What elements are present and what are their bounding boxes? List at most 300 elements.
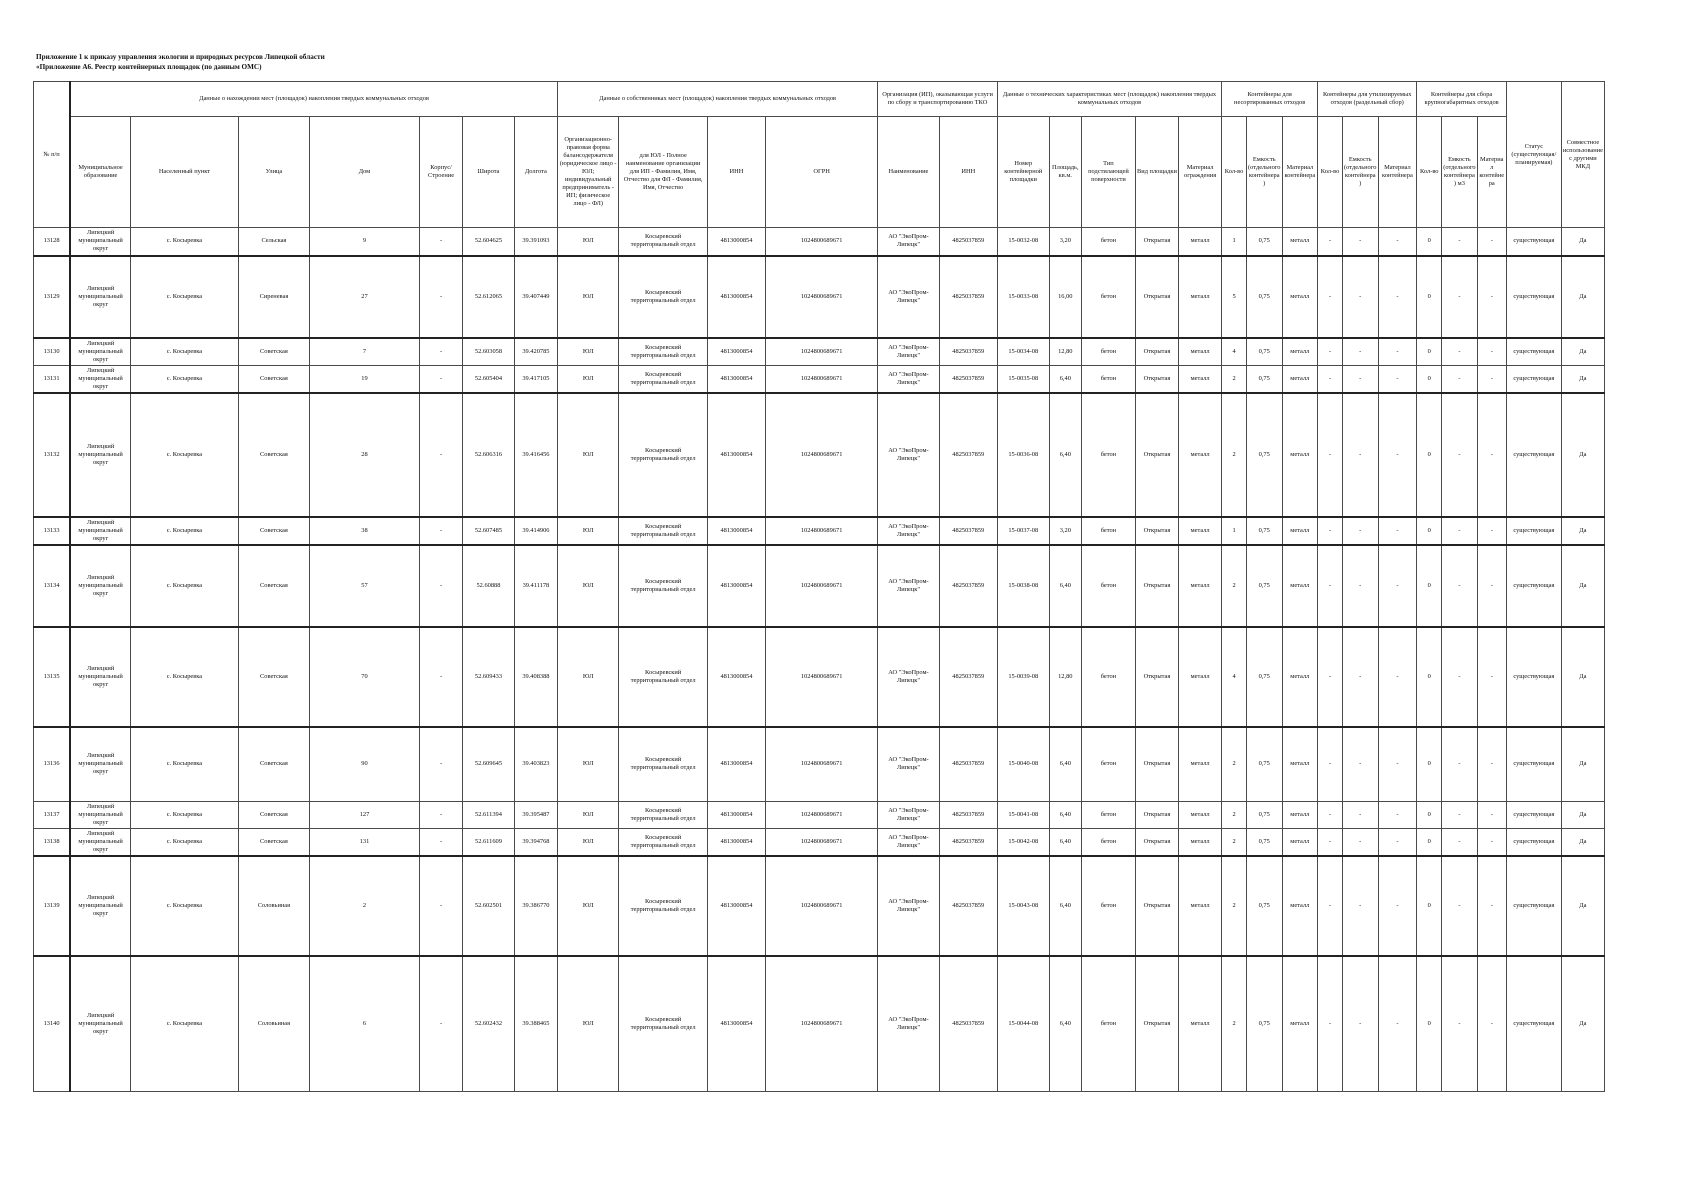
table-cell: -	[1342, 856, 1378, 956]
table-cell: с. Косыревка	[131, 365, 239, 393]
table-cell: -	[419, 545, 462, 627]
table-cell: 15-0036-08	[997, 393, 1049, 517]
column-header: Емкость (отдельного контейнера)	[1246, 117, 1282, 228]
table-cell: -	[1378, 727, 1417, 801]
table-cell: металл	[1282, 338, 1318, 366]
table-cell: 39.408388	[514, 627, 557, 727]
table-cell: 6,40	[1049, 828, 1081, 856]
table-cell: -	[419, 801, 462, 828]
column-header: Корпус/Строение	[419, 117, 462, 228]
table-cell: 39.411178	[514, 545, 557, 627]
table-cell: -	[1477, 517, 1506, 545]
table-cell: 3,20	[1049, 517, 1081, 545]
table-cell: 15-0037-08	[997, 517, 1049, 545]
table-row	[34, 828, 1605, 856]
table-row	[34, 956, 1605, 1092]
table-cell: -	[419, 256, 462, 338]
table-cell: бетон	[1081, 393, 1135, 517]
column-header: Материал контейнера	[1282, 117, 1318, 228]
table-cell: Открытая	[1135, 856, 1178, 956]
table-cell: металл	[1179, 393, 1222, 517]
table-cell: 0,75	[1246, 393, 1282, 517]
table-cell: существующая	[1506, 627, 1561, 727]
table-cell: существующая	[1506, 517, 1561, 545]
table-cell: Открытая	[1135, 517, 1178, 545]
column-header: ОГРН	[766, 117, 878, 228]
table-cell: 19	[310, 365, 420, 393]
column-header: Дом	[310, 117, 420, 228]
table-cell: -	[1378, 627, 1417, 727]
column-header: Кол-во	[1318, 117, 1343, 228]
table-cell: 0,75	[1246, 828, 1282, 856]
table-cell: -	[419, 828, 462, 856]
table-cell: бетон	[1081, 828, 1135, 856]
table-cell: 1024800689671	[766, 393, 878, 517]
table-cell: 4813000854	[707, 828, 765, 856]
table-cell: 2	[310, 856, 420, 956]
table-cell: 39.414906	[514, 517, 557, 545]
table-cell: 39.417105	[514, 365, 557, 393]
table-row	[34, 545, 1605, 627]
group-header-location: Данные о нахождении мест (площадок) накопления твердых коммунальных отходов	[70, 82, 557, 117]
table-cell: 4813000854	[707, 256, 765, 338]
table-cell: АО "ЭкоПром-Липецк"	[878, 727, 939, 801]
table-cell: 1024800689671	[766, 727, 878, 801]
table-cell: 2	[1222, 365, 1247, 393]
table-cell: Советская	[238, 365, 309, 393]
table-cell: 12,80	[1049, 627, 1081, 727]
table-cell: Да	[1561, 256, 1604, 338]
row-number-cell: 13136	[34, 727, 71, 801]
table-cell: 0	[1417, 727, 1442, 801]
table-cell: Да	[1561, 627, 1604, 727]
table-cell: 7	[310, 338, 420, 366]
table-cell: 4825037859	[939, 856, 997, 956]
table-cell: существующая	[1506, 828, 1561, 856]
table-cell: 0,75	[1246, 256, 1282, 338]
table-cell: 4813000854	[707, 228, 765, 256]
table-cell: с. Косыревка	[131, 828, 239, 856]
table-cell: 3,20	[1049, 228, 1081, 256]
table-cell: 4813000854	[707, 545, 765, 627]
column-header-row	[34, 117, 1605, 228]
table-cell: 0	[1417, 256, 1442, 338]
table-cell: -	[419, 365, 462, 393]
header-line-2: «Приложение А6. Реестр контейнерных площадок (по данным ОМС)	[36, 63, 262, 71]
table-cell: Липецкий муниципальный округ	[70, 627, 130, 727]
column-header: Улица	[238, 117, 309, 228]
table-cell: 4813000854	[707, 956, 765, 1092]
table-cell: 6	[310, 956, 420, 1092]
table-cell: 4813000854	[707, 856, 765, 956]
table-row	[34, 856, 1605, 956]
table-cell: существующая	[1506, 365, 1561, 393]
table-cell: Косыревский территориальный отдел	[619, 365, 707, 393]
table-cell: Косыревский территориальный отдел	[619, 517, 707, 545]
table-cell: 0	[1417, 856, 1442, 956]
table-cell: металл	[1282, 727, 1318, 801]
table-cell: 2	[1222, 856, 1247, 956]
table-cell: существующая	[1506, 256, 1561, 338]
table-cell: металл	[1179, 256, 1222, 338]
table-cell: -	[1318, 365, 1343, 393]
table-cell: Да	[1561, 801, 1604, 828]
table-cell: металл	[1179, 517, 1222, 545]
table-cell: 15-0032-08	[997, 228, 1049, 256]
table-cell: 0,75	[1246, 517, 1282, 545]
column-header: Кол-во	[1222, 117, 1247, 228]
table-cell: Косыревский территориальный отдел	[619, 828, 707, 856]
table-cell: с. Косыревка	[131, 727, 239, 801]
table-cell: 15-0034-08	[997, 338, 1049, 366]
table-cell: бетон	[1081, 727, 1135, 801]
table-cell: -	[1318, 228, 1343, 256]
column-header: Тип подстилающей поверхности	[1081, 117, 1135, 228]
table-cell: 4	[1222, 627, 1247, 727]
table-cell: Сельская	[238, 228, 309, 256]
table-cell: Сиреневая	[238, 256, 309, 338]
table-cell: АО "ЭкоПром-Липецк"	[878, 856, 939, 956]
table-cell: 15-0040-08	[997, 727, 1049, 801]
table-cell: -	[1477, 545, 1506, 627]
column-header: Населенный пункт	[131, 117, 239, 228]
table-cell: металл	[1282, 545, 1318, 627]
table-cell: -	[419, 856, 462, 956]
table-cell: Советская	[238, 627, 309, 727]
table-cell: -	[1342, 801, 1378, 828]
table-cell: 0	[1417, 393, 1442, 517]
table-cell: 0	[1417, 228, 1442, 256]
table-cell: -	[1342, 956, 1378, 1092]
table-cell: -	[1318, 727, 1343, 801]
group-header-recyclable-containers: Контейнеры для утилизируемых отходов (раздельный сбор)	[1318, 82, 1417, 117]
group-header-unsorted-containers: Контейнеры для несортированных отходов	[1222, 82, 1318, 117]
table-cell: -	[1442, 393, 1478, 517]
table-cell: -	[1342, 517, 1378, 545]
table-cell: 39.391093	[514, 228, 557, 256]
table-cell: ЮЛ	[557, 627, 618, 727]
column-header: Материал контейнера	[1378, 117, 1417, 228]
table-cell: -	[1318, 517, 1343, 545]
table-cell: АО "ЭкоПром-Липецк"	[878, 256, 939, 338]
table-cell: Да	[1561, 828, 1604, 856]
table-cell: Да	[1561, 365, 1604, 393]
table-cell: Да	[1561, 228, 1604, 256]
table-cell: -	[1342, 256, 1378, 338]
table-cell: -	[1318, 338, 1343, 366]
table-cell: Да	[1561, 727, 1604, 801]
table-cell: 2	[1222, 801, 1247, 828]
table-cell: Открытая	[1135, 828, 1178, 856]
table-cell: -	[1442, 727, 1478, 801]
table-row	[34, 727, 1605, 801]
table-cell: 1024800689671	[766, 627, 878, 727]
table-cell: Открытая	[1135, 228, 1178, 256]
table-cell: -	[1477, 228, 1506, 256]
table-row	[34, 627, 1605, 727]
table-cell: 16,00	[1049, 256, 1081, 338]
table-cell: Открытая	[1135, 627, 1178, 727]
table-cell: металл	[1282, 856, 1318, 956]
table-cell: -	[1378, 956, 1417, 1092]
table-cell: ЮЛ	[557, 545, 618, 627]
column-header: для ЮЛ - Полное наименование организации для ИП - Фамилия, Имя, Отчество для ФЛ - Фамилия, Имя, Отчество	[619, 117, 707, 228]
row-number-cell: 13139	[34, 856, 71, 956]
table-cell: с. Косыревка	[131, 801, 239, 828]
table-cell: -	[1342, 228, 1378, 256]
table-cell: 15-0044-08	[997, 956, 1049, 1092]
table-cell: бетон	[1081, 338, 1135, 366]
group-header-carrier: Организация (ИП), оказывающая услуги по сбору и транспортированию ТКО	[878, 82, 998, 117]
table-cell: 4825037859	[939, 228, 997, 256]
column-header: Номер контейнерной площадки	[997, 117, 1049, 228]
table-cell: 0	[1417, 545, 1442, 627]
table-cell: -	[1342, 393, 1378, 517]
table-cell: 0	[1417, 338, 1442, 366]
table-cell: металл	[1179, 828, 1222, 856]
table-cell: ЮЛ	[557, 365, 618, 393]
table-cell: Косыревский территориальный отдел	[619, 228, 707, 256]
column-header: Организационно-правовая форма балансодержателя (юридическое лицо - ЮЛ; индивидуальный предприниматель - ИП; физическое лицо - ФЛ)	[557, 117, 618, 228]
table-cell: 39.416456	[514, 393, 557, 517]
table-cell: бетон	[1081, 517, 1135, 545]
table-cell: Да	[1561, 856, 1604, 956]
table-row	[34, 228, 1605, 256]
column-header: ИНН	[939, 117, 997, 228]
table-cell: 1024800689671	[766, 256, 878, 338]
table-cell: -	[1378, 801, 1417, 828]
table-cell: 2	[1222, 956, 1247, 1092]
table-cell: металл	[1179, 801, 1222, 828]
table-cell: -	[1342, 828, 1378, 856]
table-cell: -	[1318, 256, 1343, 338]
table-cell: Да	[1561, 393, 1604, 517]
table-cell: 39.394768	[514, 828, 557, 856]
table-cell: 1	[1222, 517, 1247, 545]
table-cell: 39.407449	[514, 256, 557, 338]
row-number-cell: 13138	[34, 828, 71, 856]
table-cell: 131	[310, 828, 420, 856]
table-cell: АО "ЭкоПром-Липецк"	[878, 801, 939, 828]
document-header	[36, 52, 325, 72]
table-cell: 9	[310, 228, 420, 256]
table-cell: -	[1477, 627, 1506, 727]
table-cell: -	[1318, 627, 1343, 727]
table-cell: 0,75	[1246, 365, 1282, 393]
table-cell: Липецкий муниципальный округ	[70, 828, 130, 856]
table-cell: 39.388465	[514, 956, 557, 1092]
column-header: Площадь, кв.м.	[1049, 117, 1081, 228]
table-cell: 1024800689671	[766, 228, 878, 256]
table-cell: Открытая	[1135, 727, 1178, 801]
table-cell: 15-0033-08	[997, 256, 1049, 338]
table-cell: Соловьиная	[238, 856, 309, 956]
column-header: Вид площадки	[1135, 117, 1178, 228]
table-cell: с. Косыревка	[131, 545, 239, 627]
table-cell: Да	[1561, 517, 1604, 545]
row-number-cell: 13137	[34, 801, 71, 828]
table-cell: 4825037859	[939, 256, 997, 338]
table-cell: Липецкий муниципальный округ	[70, 365, 130, 393]
table-cell: -	[1318, 801, 1343, 828]
table-cell: бетон	[1081, 956, 1135, 1092]
table-cell: 15-0038-08	[997, 545, 1049, 627]
table-cell: 4813000854	[707, 338, 765, 366]
row-number-cell: 13131	[34, 365, 71, 393]
table-cell: 52.607485	[463, 517, 515, 545]
table-cell: Косыревский территориальный отдел	[619, 727, 707, 801]
table-cell: с. Косыревка	[131, 393, 239, 517]
table-cell: -	[1378, 517, 1417, 545]
table-cell: 4	[1222, 338, 1247, 366]
column-header: Кол-во	[1417, 117, 1442, 228]
table-cell: с. Косыревка	[131, 956, 239, 1092]
table-cell: 12,80	[1049, 338, 1081, 366]
table-row	[34, 365, 1605, 393]
table-cell: Советская	[238, 828, 309, 856]
table-cell: АО "ЭкоПром-Липецк"	[878, 545, 939, 627]
table-cell: 4813000854	[707, 517, 765, 545]
table-cell: 39.395487	[514, 801, 557, 828]
table-cell: 4825037859	[939, 545, 997, 627]
table-cell: 52.60888	[463, 545, 515, 627]
table-cell: ЮЛ	[557, 801, 618, 828]
table-cell: 0	[1417, 627, 1442, 727]
table-cell: -	[1442, 627, 1478, 727]
table-cell: Косыревский территориальный отдел	[619, 256, 707, 338]
table-cell: с. Косыревка	[131, 228, 239, 256]
table-cell: металл	[1282, 801, 1318, 828]
table-cell: АО "ЭкоПром-Липецк"	[878, 228, 939, 256]
row-number-cell: 13130	[34, 338, 71, 366]
table-cell: металл	[1282, 393, 1318, 517]
table-cell: Открытая	[1135, 365, 1178, 393]
table-cell: Открытая	[1135, 801, 1178, 828]
table-cell: Открытая	[1135, 256, 1178, 338]
table-cell: 0,75	[1246, 727, 1282, 801]
table-cell: -	[419, 517, 462, 545]
table-cell: 4825037859	[939, 517, 997, 545]
row-number-cell: 13134	[34, 545, 71, 627]
header-line-1: Приложение 1 к приказу управления экологии и природных ресурсов Липецкой области	[36, 53, 325, 61]
table-cell: Косыревский территориальный отдел	[619, 393, 707, 517]
table-cell: -	[1378, 365, 1417, 393]
table-cell: -	[1318, 856, 1343, 956]
table-cell: металл	[1282, 365, 1318, 393]
table-cell: -	[1378, 256, 1417, 338]
table-cell: существующая	[1506, 727, 1561, 801]
table-cell: -	[1477, 365, 1506, 393]
table-cell: 52.605404	[463, 365, 515, 393]
table-cell: Липецкий муниципальный округ	[70, 228, 130, 256]
group-header-bulky-containers: Контейнеры для сбора крупногабаритных отходов	[1417, 82, 1507, 117]
table-cell: 1024800689671	[766, 956, 878, 1092]
table-cell: бетон	[1081, 365, 1135, 393]
table-cell: -	[1477, 856, 1506, 956]
table-cell: Липецкий муниципальный округ	[70, 338, 130, 366]
table-cell: -	[419, 338, 462, 366]
table-cell: 1024800689671	[766, 338, 878, 366]
table-cell: АО "ЭкоПром-Липецк"	[878, 517, 939, 545]
table-cell: 0,75	[1246, 545, 1282, 627]
table-cell: 6,40	[1049, 393, 1081, 517]
table-cell: металл	[1282, 627, 1318, 727]
table-cell: Липецкий муниципальный округ	[70, 956, 130, 1092]
table-cell: 4825037859	[939, 727, 997, 801]
table-cell: 52.606316	[463, 393, 515, 517]
table-cell: Советская	[238, 801, 309, 828]
table-cell: -	[1442, 545, 1478, 627]
table-cell: -	[419, 393, 462, 517]
table-cell: с. Косыревка	[131, 338, 239, 366]
table-cell: 52.612065	[463, 256, 515, 338]
table-cell: 52.609645	[463, 727, 515, 801]
table-cell: Советская	[238, 393, 309, 517]
table-cell: 4825037859	[939, 393, 997, 517]
table-cell: -	[419, 956, 462, 1092]
table-cell: -	[1477, 801, 1506, 828]
table-cell: Открытая	[1135, 956, 1178, 1092]
column-header-shared-use: Совместное использование с другими МКД	[1561, 82, 1604, 228]
table-body	[34, 228, 1605, 1092]
table-cell: бетон	[1081, 228, 1135, 256]
table-cell: -	[1318, 393, 1343, 517]
table-cell: -	[1477, 727, 1506, 801]
table-cell: -	[1477, 828, 1506, 856]
table-cell: с. Косыревка	[131, 517, 239, 545]
column-header: Материал контейнера	[1477, 117, 1506, 228]
table-cell: -	[1442, 856, 1478, 956]
table-cell: 2	[1222, 828, 1247, 856]
table-cell: -	[1442, 828, 1478, 856]
table-row	[34, 801, 1605, 828]
table-cell: 28	[310, 393, 420, 517]
table-cell: существующая	[1506, 956, 1561, 1092]
table-cell: 6,40	[1049, 801, 1081, 828]
table-cell: с. Косыревка	[131, 856, 239, 956]
table-cell: 52.602501	[463, 856, 515, 956]
table-cell: существующая	[1506, 801, 1561, 828]
table-cell: 4825037859	[939, 627, 997, 727]
table-cell: АО "ЭкоПром-Липецк"	[878, 393, 939, 517]
table-cell: бетон	[1081, 856, 1135, 956]
table-cell: металл	[1179, 365, 1222, 393]
table-row	[34, 256, 1605, 338]
table-cell: 38	[310, 517, 420, 545]
table-cell: 52.603058	[463, 338, 515, 366]
table-cell: -	[1342, 365, 1378, 393]
table-cell: Косыревский территориальный отдел	[619, 338, 707, 366]
table-cell: 1024800689671	[766, 545, 878, 627]
table-cell: -	[1442, 517, 1478, 545]
table-cell: 127	[310, 801, 420, 828]
group-header-technical: Данные о технических характеристиках мест (площадок) накопления твердых коммунальных отходов	[997, 82, 1221, 117]
row-number-cell: 13140	[34, 956, 71, 1092]
table-cell: 0,75	[1246, 338, 1282, 366]
table-cell: -	[419, 228, 462, 256]
table-cell: 1024800689671	[766, 856, 878, 956]
table-cell: -	[1342, 545, 1378, 627]
table-cell: 0,75	[1246, 228, 1282, 256]
table-cell: 15-0039-08	[997, 627, 1049, 727]
table-cell: металл	[1282, 228, 1318, 256]
table-cell: 4825037859	[939, 801, 997, 828]
table-cell: 0	[1417, 801, 1442, 828]
table-cell: 1024800689671	[766, 828, 878, 856]
table-cell: Советская	[238, 545, 309, 627]
table-cell: существующая	[1506, 545, 1561, 627]
table-cell: 52.609433	[463, 627, 515, 727]
